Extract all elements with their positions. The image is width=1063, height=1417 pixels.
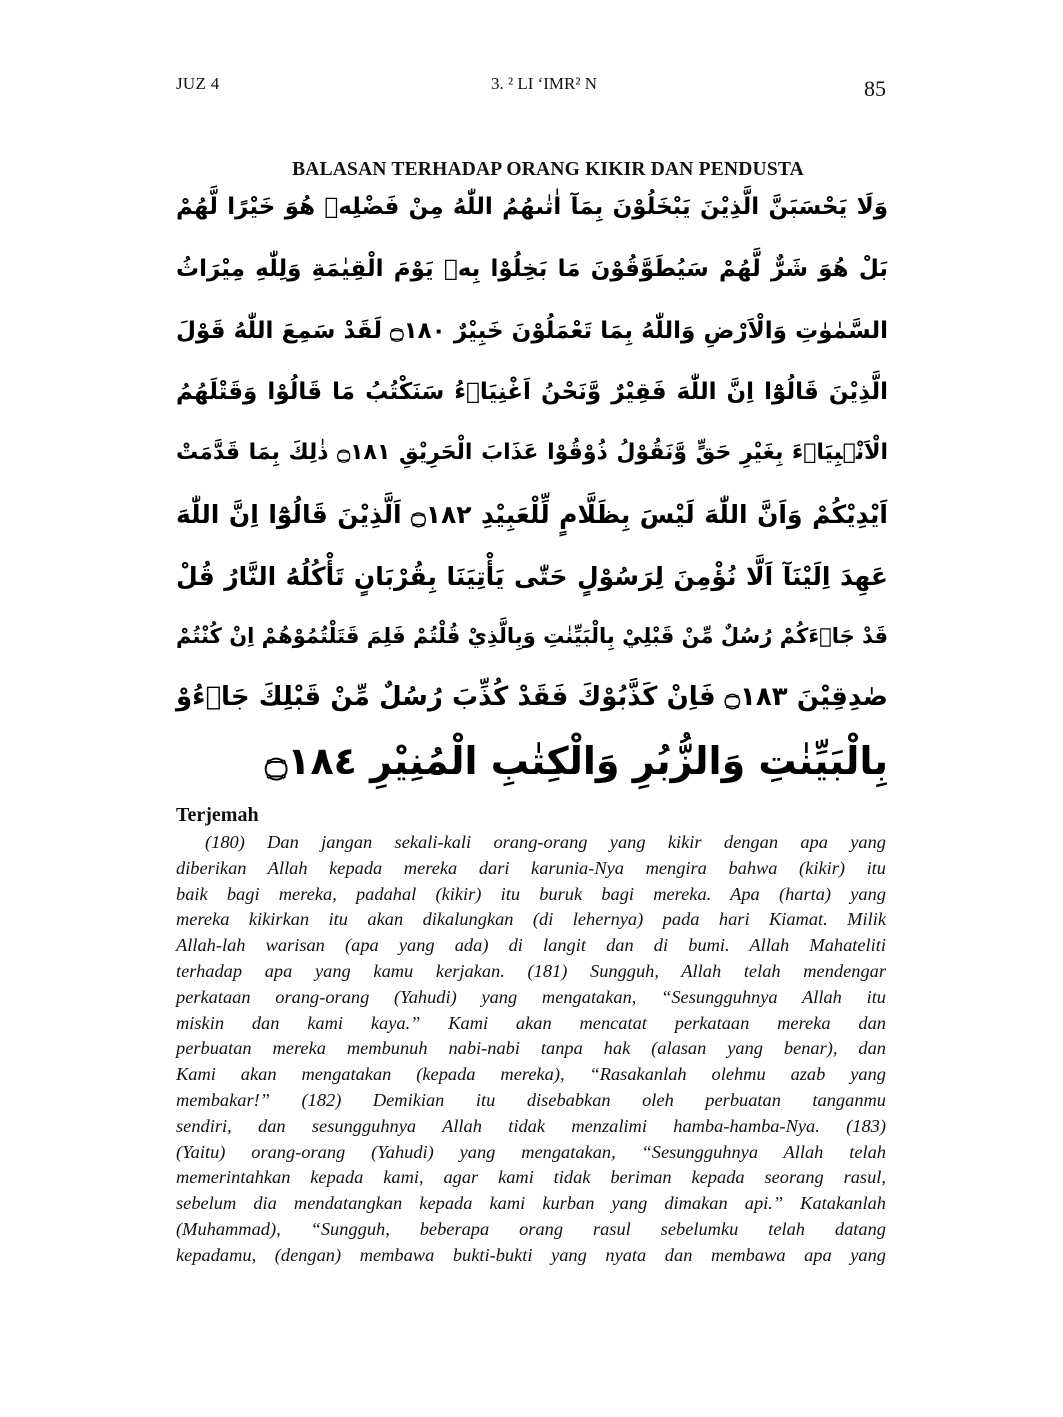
translation-line: perbuatan mereka membunuh nabi-nabi tanpa hak (alasan yang benar), dan [176, 1038, 886, 1059]
translation-line: baik bagi mereka, padahal (kikir) itu buruk bagi mereka. Apa (harta) yang [176, 883, 886, 904]
arabic-verse-block [176, 186, 888, 798]
translation-line: sebelum dia mendatangkan kepada kami kurban yang dimakan api.” Katakanlah [176, 1193, 886, 1214]
arabic-line: قَدْ جَاۤءَكُمْ رُسُلٌ مِّنْ قَبْلِيْ بِالْبَيِّنٰتِ وَبِالَّذِيْ قُلْتُمْ فَلِمَ قَتَلْتُمُوْهُمْ اِنْ كُنْتُمْ [176, 624, 888, 648]
arabic-line: السَّمٰوٰتِ وَالْاَرْضِ وَاللّٰهُ بِمَا تَعْمَلُوْنَ خَبِيْرٌ ۝١٨٠ لَقَدْ سَمِعَ اللّٰهُ قَوْلَ [176, 318, 888, 344]
arabic-line: الَّذِيْنَ قَالُوْٓا اِنَّ اللّٰهَ فَقِيْرٌ وَّنَحْنُ اَغْنِيَاۤءُ سَنَكْتُبُ مَا قَالُوْا وَقَتْلَهُمُ [176, 379, 888, 405]
surah-name: 3. ² LI ‘IMR² N [490, 74, 598, 93]
translation-line: sendiri, dan sesungguhnya Allah tidak menzalimi hamba-hamba-Nya. (183) [176, 1115, 886, 1136]
arabic-line: عَهِدَ اِلَيْنَآ اَلَّا نُؤْمِنَ لِرَسُوْلٍ حَتّٰى يَأْتِيَنَا بِقُرْبَانٍ تَأْكُلُهُ النَّارُ قُلْ [176, 562, 888, 591]
translation-line: miskin dan kami kaya.” Kami akan mencatat perkataan mereka dan [176, 1012, 886, 1033]
page-number: 85 [864, 76, 886, 101]
translation-heading: Terjemah [176, 804, 259, 826]
translation-line: kepadamu, (dengan) membawa bukti-bukti yang nyata dan membawa apa yang [176, 1244, 886, 1265]
translation-line: Kami akan mengatakan (kepada mereka), “Rasakanlah olehmu azab yang [176, 1064, 886, 1085]
section-title: BALASAN TERHADAP ORANG KIKIR DAN PENDUSTA [292, 159, 804, 180]
translation-line: (Yaitu) orang-orang (Yahudi) yang mengatakan, “Sesungguhnya Allah telah [176, 1141, 886, 1162]
arabic-line: الْاَنْۢبِيَاۤءَ بِغَيْرِ حَقٍّ وَّنَقُوْلُ ذُوْقُوْا عَذَابَ الْحَرِيْقِ ۝١٨١ ذٰلِكَ بِمَا قَدَّمَتْ [176, 440, 889, 465]
translation-text [176, 830, 886, 1269]
juz-label: JUZ 4 [176, 74, 220, 93]
arabic-line: صٰدِقِيْنَ ۝١٨٣ فَاِنْ كَذَّبُوْكَ فَقَدْ كُذِّبَ رُسُلٌ مِّنْ قَبْلِكَ جَاۤءُوْ [176, 682, 889, 712]
arabic-line: وَلَا يَحْسَبَنَّ الَّذِيْنَ يَبْخَلُوْنَ بِمَآ اٰتٰىهُمُ اللّٰهُ مِنْ فَضْلِهٖ هُوَ خَيْرًا لَّهُمْ [176, 194, 888, 220]
translation-line: (180) Dan jangan sekali-kali orang-orang yang kikir dengan apa yang [205, 832, 886, 852]
arabic-line: بَلْ هُوَ شَرٌّ لَّهُمْ سَيُطَوَّقُوْنَ مَا بَخِلُوْا بِهٖ يَوْمَ الْقِيٰمَةِ وَلِلّٰهِ مِيْرَاثُ [176, 256, 888, 282]
translation-line: terhadap apa yang kamu kerjakan. (181) Sungguh, Allah telah mendengar [176, 960, 886, 981]
translation-line: mereka kikirkan itu akan dikalungkan (di lehernya) pada hari Kiamat. Milik [176, 909, 886, 930]
translation-line: Allah-lah warisan (apa yang ada) di langit dan di bumi. Allah Mahateliti [176, 935, 886, 956]
translation-line: memerintahkan kepada kami, agar kami tidak beriman kepada seorang rasul, [176, 1167, 886, 1188]
arabic-line: بِالْبَيِّنٰتِ وَالزُّبُرِ وَالْكِتٰبِ الْمُنِيْرِ ۝١٨٤ [265, 739, 888, 783]
page-header [176, 74, 886, 104]
translation-line: diberikan Allah kepada mereka dari karunia-Nya mengira bahwa (kikir) itu [176, 857, 886, 878]
translation-line: perkataan orang-orang (Yahudi) yang mengatakan, “Sesungguhnya Allah itu [176, 986, 886, 1007]
translation-line: membakar!” (182) Demikian itu disebabkan oleh perbuatan tanganmu [176, 1089, 886, 1110]
arabic-line: اَيْدِيْكُمْ وَاَنَّ اللّٰهَ لَيْسَ بِظَلَّامٍ لِّلْعَبِيْدِ ۝١٨٢ اَلَّذِيْنَ قَالُوْٓا اِنَّ اللّٰهَ [176, 500, 889, 529]
translation-line: (Muhammad), “Sungguh, beberapa orang rasul sebelumku telah datang [176, 1218, 886, 1239]
